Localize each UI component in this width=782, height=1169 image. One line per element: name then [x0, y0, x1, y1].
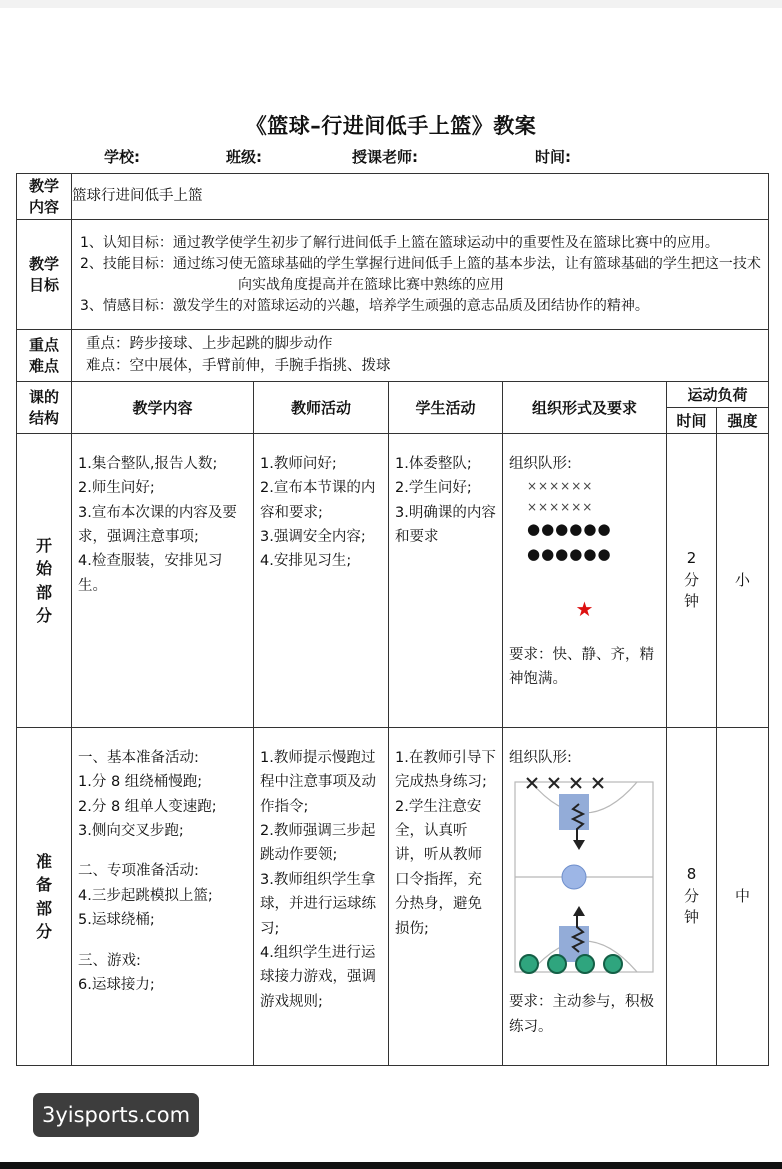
goal-cognitive: 1、认知目标：通过教学使学生初步了解行进间低手上篮在篮球运动中的重要性及在篮球比赛中的应用。: [80, 234, 719, 251]
goal-emotion: 3、情感目标：激发学生的对篮球运动的兴趣，培养学生顽强的意志品质及团结协作的精神。: [80, 297, 649, 314]
start-section-row: [17, 434, 769, 728]
start-org-requirement: 要求：快、静、齐，精神饱满。: [509, 646, 654, 687]
difficulty-point: 难点：空中展体，手臂前伸，手腕手指挑、拨球: [86, 357, 391, 374]
class-label: 班级:: [226, 148, 262, 166]
ball-icon: [562, 865, 586, 889]
start-section-label: 开 始 部 分: [17, 434, 72, 728]
prep-organization: [503, 728, 667, 1066]
content-value: 篮球行进间低手上篮: [72, 174, 769, 220]
prep-content: 一、基本准备活动: 1.分 8 组绕桶慢跑; 2.分 8 组单人变速跑; 3.侧向交叉步跑; 二、专项准备活动: 4.三步起跳模拟上篮; 5.运球绕桶; 三、游戏: 6.运球接力;: [72, 728, 254, 1066]
goals-row: [17, 220, 769, 330]
key-row: [17, 330, 769, 382]
prep-intensity: 中: [717, 728, 769, 1066]
load-time-header: 时间: [667, 408, 717, 434]
content-row: [17, 174, 769, 220]
prep-time: 8 分 钟: [667, 728, 717, 1066]
key-point: 重点：跨步接球、上步起跳的脚步动作: [86, 335, 333, 352]
teacher-activity-header: 教师活动: [254, 382, 389, 434]
prep-org-requirement: 要求：主动参与，积极练习。: [509, 994, 654, 1035]
formation-row-students-2: ××××××: [527, 499, 594, 514]
formation-row-students-3: ●●●●●●: [527, 519, 612, 538]
load-header: 运动负荷: [667, 382, 769, 408]
goals-label: 教学 目标: [17, 220, 72, 330]
teacher-star-icon: ★: [575, 597, 594, 622]
document-title: 《篮球–行进间低手上篮》教案: [245, 114, 537, 138]
formation-row-students-4: ●●●●●●: [527, 544, 612, 563]
prep-section-label: 准 备 部 分: [17, 728, 72, 1066]
court-diagram: [509, 774, 659, 984]
watermark: 3yisports.com: [33, 1093, 199, 1137]
key-values: [72, 330, 769, 382]
bottom-strip: [0, 1162, 782, 1169]
key-label: 重点 难点: [17, 330, 72, 382]
start-teacher-activity: 1.教师问好; 2.宣布本节课的内容和要求; 3.强调安全内容; 4.安排见习生;: [254, 434, 389, 728]
start-org-title: 组织队形:: [509, 456, 572, 472]
load-intensity-header: 强度: [717, 408, 769, 434]
time-label: 时间:: [535, 148, 571, 166]
structure-header: 课的 结构: [17, 382, 72, 434]
defender-crosses: [527, 778, 603, 788]
prep-org-title: 组织队形:: [509, 750, 572, 766]
goals-list: [72, 220, 769, 330]
organization-header: 组织形式及要求: [503, 382, 667, 434]
start-content: 1.集合整队,报告人数; 2.师生问好; 3.宣布本次课的内容及要求，强调注意事项; 4.检查服装，安排见习生。: [72, 434, 254, 728]
goal-skill: 2、技能目标：通过练习使无篮球基础的学生掌握行进间低手上篮的基本步法，让有篮球基础的学生把这一技术向实战角度提高并在篮球比赛中熟练的应用: [80, 255, 761, 293]
prep-student-activity: 1.在教师引导下完成热身练习; 2.学生注意安全，认真听讲，听从教师口令指挥，充分热身，避免损伤;: [389, 728, 503, 1066]
content-header: 教学内容: [72, 382, 254, 434]
lesson-plan-table: [16, 173, 769, 1066]
teacher-label: 授课老师:: [352, 148, 418, 166]
content-label: 教学 内容: [17, 174, 72, 220]
prep-teacher-activity: 1.教师提示慢跑过程中注意事项及动作指令; 2.教师强调三步起跳动作要领; 3.教师组织学生拿球，并进行运球练习; 4.组织学生进行运球接力游戏，强调游戏规则;: [254, 728, 389, 1066]
school-label: 学校:: [104, 148, 140, 166]
start-organization: [503, 434, 667, 728]
prep-section-row: [17, 728, 769, 1066]
start-student-activity: 1.体委整队; 2.学生问好; 3.明确课的内容和要求: [389, 434, 503, 728]
start-intensity: 小: [717, 434, 769, 728]
page-top-strip: [0, 0, 782, 8]
student-activity-header: 学生活动: [389, 382, 503, 434]
header-row: [17, 382, 769, 408]
start-time: 2 分 钟: [667, 434, 717, 728]
key-zone-top: [559, 794, 589, 830]
formation-row-students-1: ××××××: [527, 479, 594, 494]
